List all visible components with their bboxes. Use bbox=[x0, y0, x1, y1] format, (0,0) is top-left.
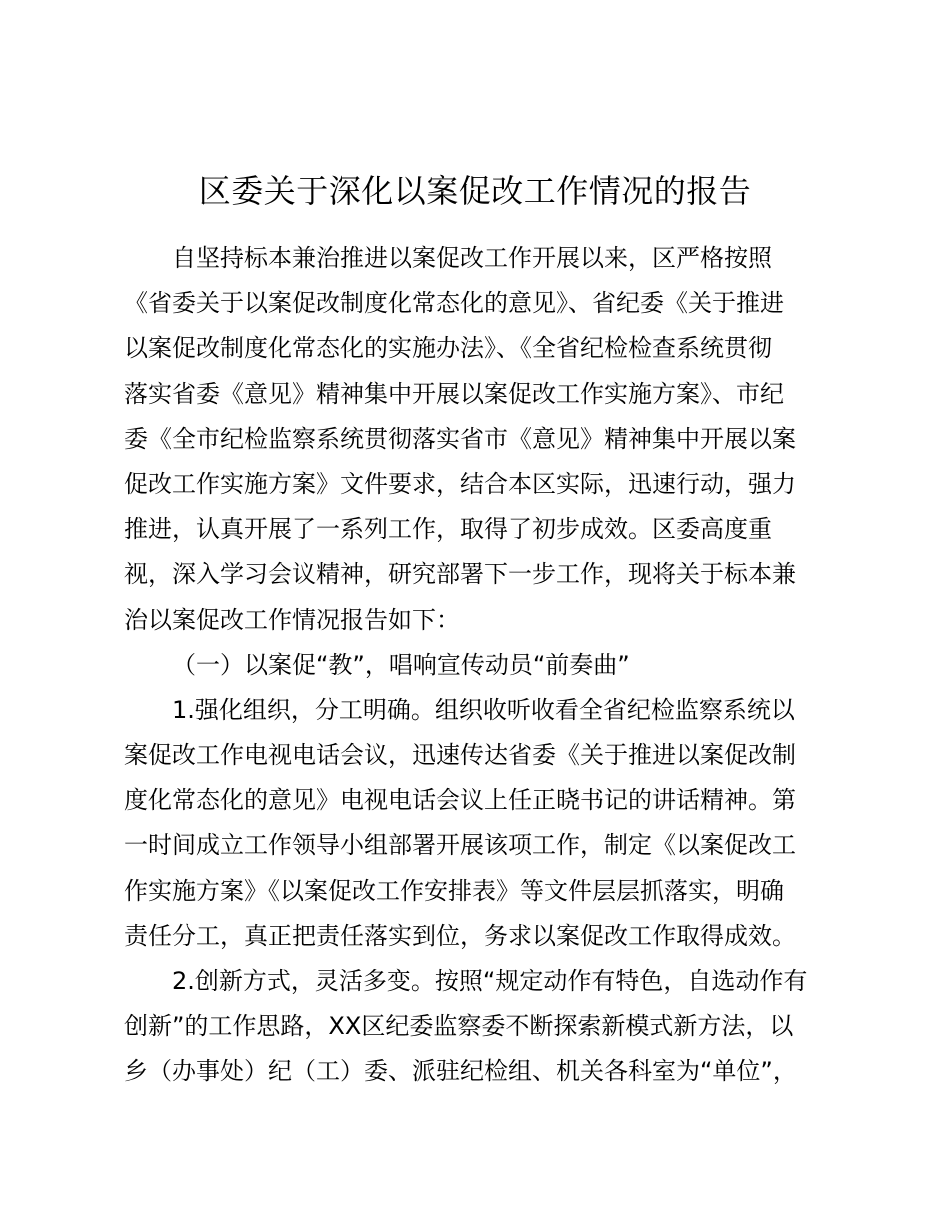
body-line: 作实施方案》《以案促改工作安排表》等文件层层抓落实，明确 bbox=[124, 876, 784, 905]
body-line: 《省委关于以案促改制度化常态化的意见》、省纪委《关于推进 bbox=[124, 289, 784, 318]
section-heading: （一）以案促“教”，唱响宣传动员“前奏曲” bbox=[172, 650, 630, 679]
body-line: 落实省委《意见》精神集中开展以案促改工作实施方案》、市纪 bbox=[124, 379, 784, 408]
body-line: 一时间成立工作领导小组部署开展该项工作，制定《以案促改工 bbox=[124, 831, 796, 860]
body-line: 乡（办事处）纪（工）委、派驻纪检组、机关各科室为“单位”， bbox=[124, 1057, 797, 1086]
body-line: 推进，认真开展了一系列工作，取得了初步成效。区委高度重 bbox=[124, 515, 772, 544]
body-line: 度化常态化的意见》电视电话会议上任正晓书记的讲话精神。第 bbox=[124, 786, 796, 815]
body-line: 促改工作实施方案》文件要求，结合本区实际，迅速行动，强力 bbox=[124, 469, 796, 498]
body-line: 以案促改制度化常态化的实施办法》、《全省纪检检查系统贯彻 bbox=[124, 334, 772, 363]
body-line: 委《全市纪检监察系统贯彻落实省市《意见》精神集中开展以案 bbox=[124, 424, 796, 453]
document-body bbox=[124, 236, 830, 1095]
body-line: 创新”的工作思路，XX区纪委监察委不断探索新模式新方法，以 bbox=[124, 1012, 794, 1041]
body-line: 视，深入学习会议精神，研究部署下一步工作，现将关于标本兼 bbox=[124, 560, 796, 589]
body-line: 责任分工，真正把责任落实到位，务求以案促改工作取得成效。 bbox=[124, 921, 796, 950]
body-line: 治以案促改工作情况报告如下： bbox=[124, 605, 460, 634]
body-line: 2.创新方式，灵活多变。按照“规定动作有特色，自选动作有 bbox=[172, 967, 808, 995]
body-line: 案促改工作电视电话会议，迅速传达省委《关于推进以案促改制 bbox=[124, 741, 796, 770]
document-title: 区委关于深化以案促改工作情况的报告 bbox=[198, 172, 752, 210]
body-line: 自坚持标本兼治推进以案促改工作开展以来，区严格按照 bbox=[172, 244, 772, 272]
body-line: 1.强化组织，分工明确。组织收听收看全省纪检监察系统以 bbox=[172, 695, 795, 724]
